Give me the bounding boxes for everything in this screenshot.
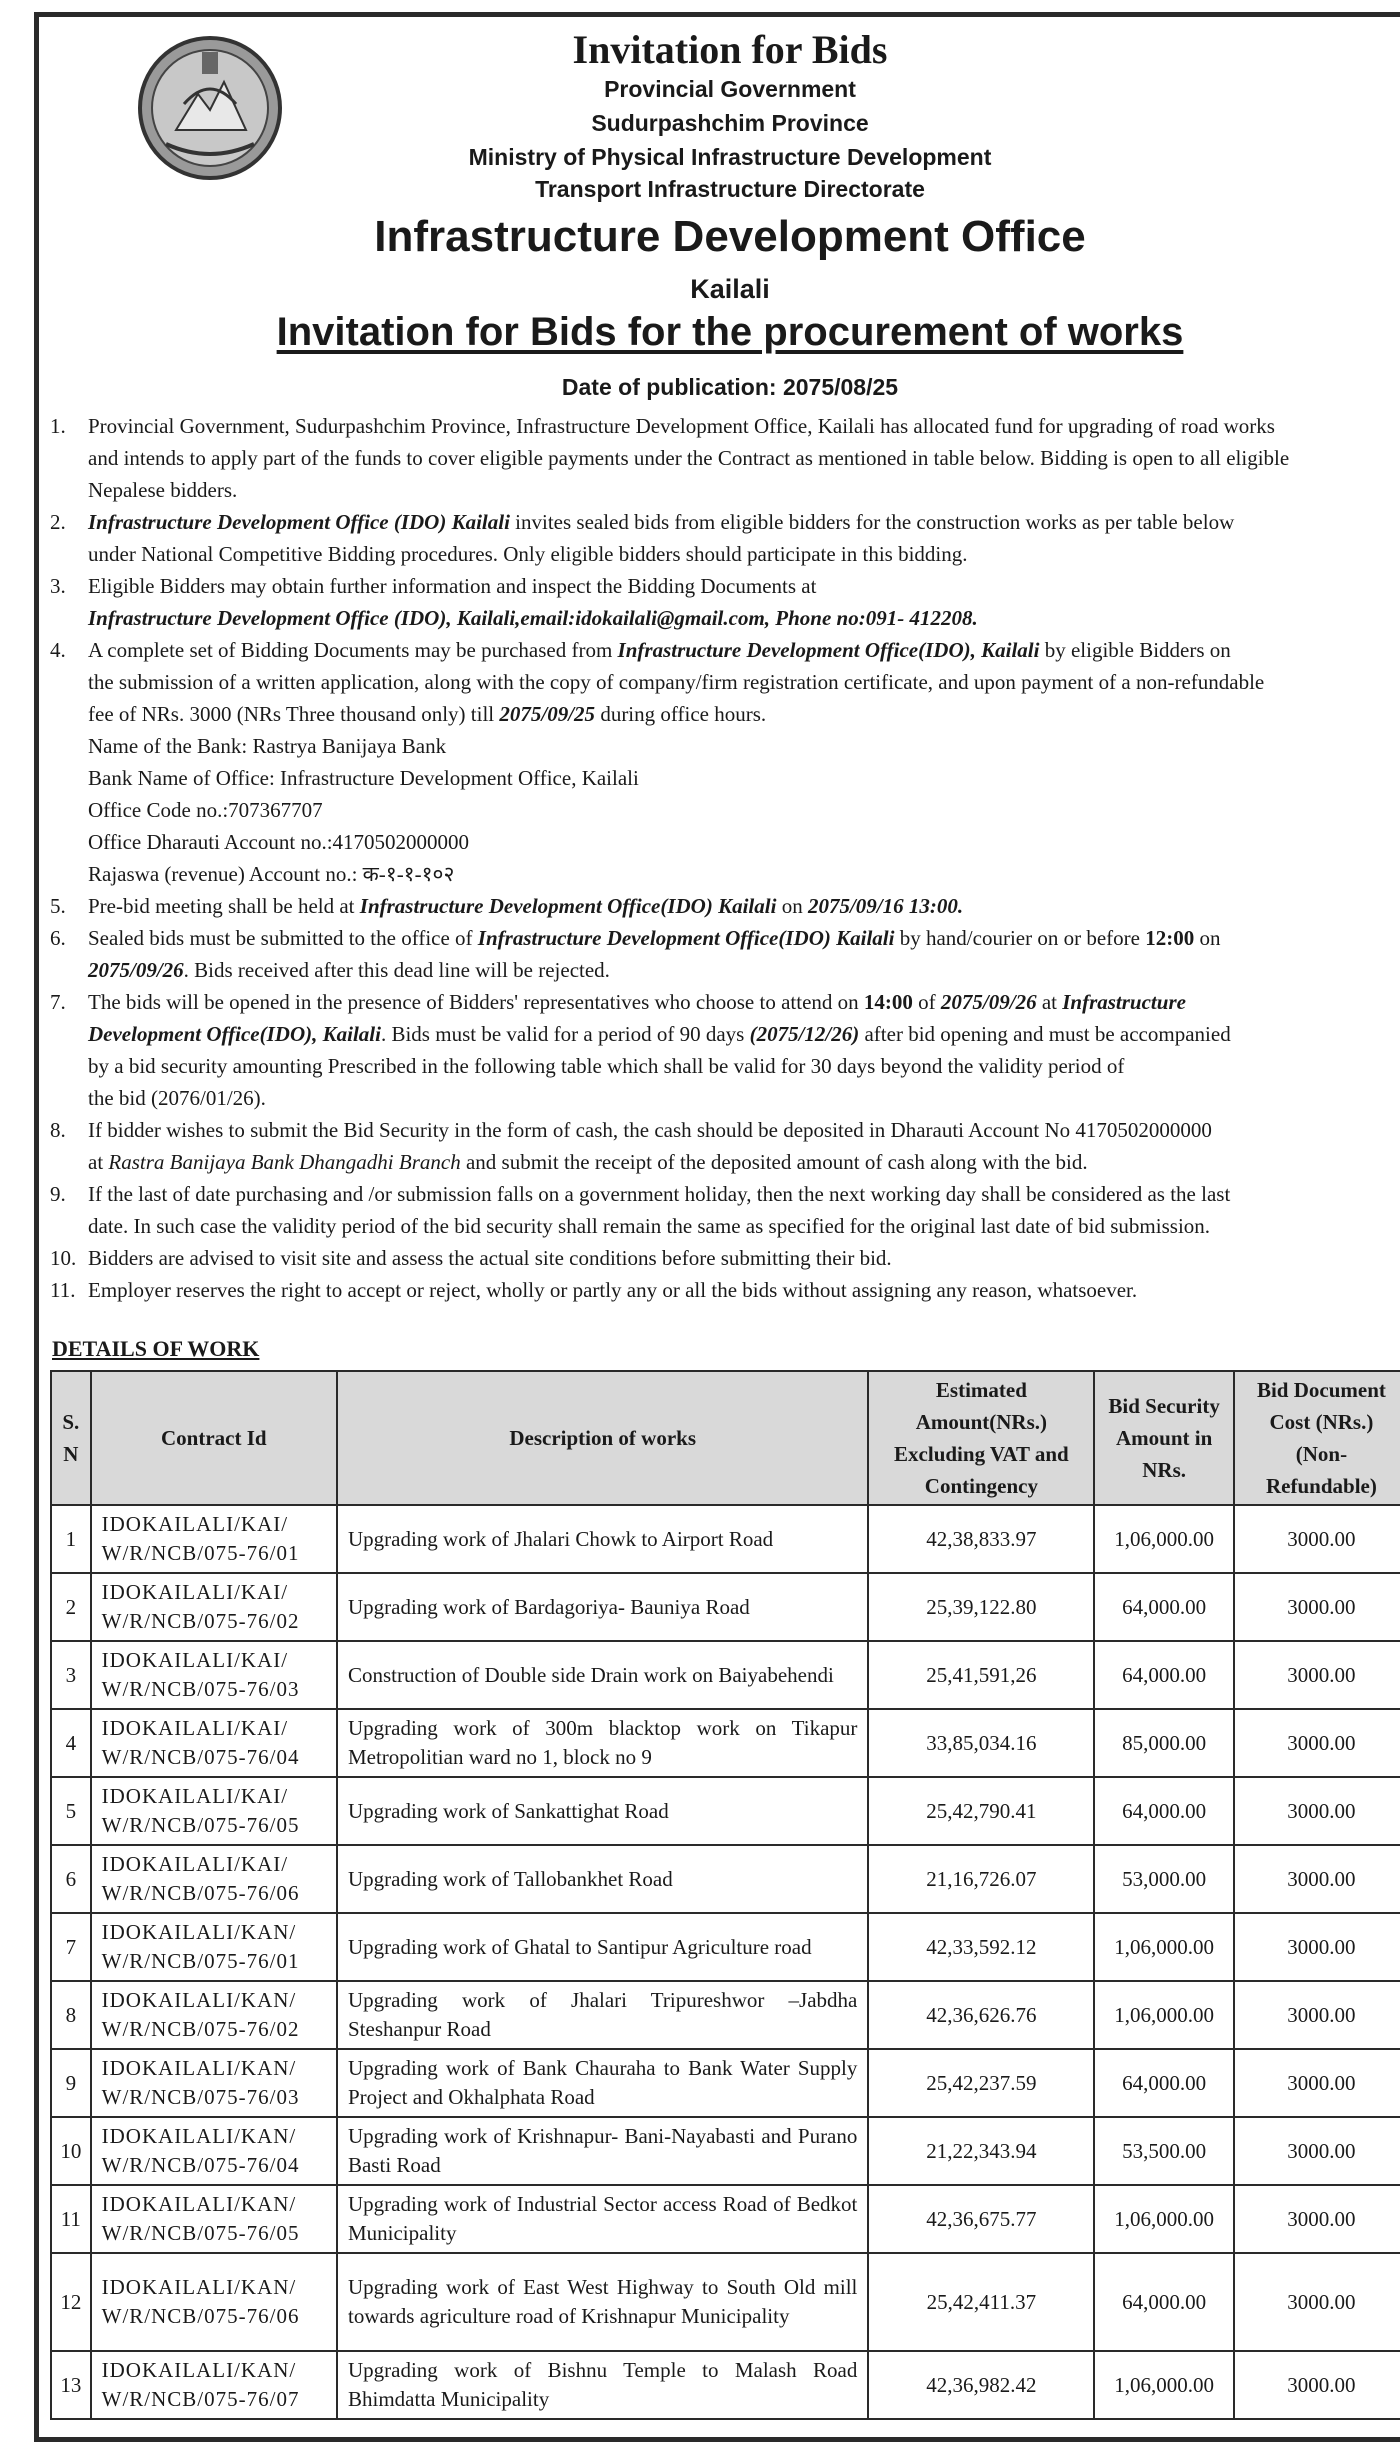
contract-id: IDOKAILALI/KAI/ W/R/NCB/075-76/02	[91, 1573, 337, 1641]
contract-id: IDOKAILALI/KAI/ W/R/NCB/075-76/04	[91, 1709, 337, 1777]
contract-id: IDOKAILALI/KAI/ W/R/NCB/075-76/01	[91, 1505, 337, 1573]
work-description: Upgrading work of Jhalari Chowk to Airport Road	[337, 1505, 868, 1573]
table-row	[51, 1913, 1400, 1981]
estimated-amount: 25,41,591,26	[868, 1641, 1094, 1709]
header-contract-id: Contract Id	[91, 1371, 337, 1505]
document-cost: 3000.00	[1234, 2049, 1400, 2117]
contract-id: IDOKAILALI/KAI/ W/R/NCB/075-76/06	[91, 1845, 337, 1913]
bid-security: 1,06,000.00	[1094, 1505, 1233, 1573]
bid-security: 1,06,000.00	[1094, 2185, 1233, 2253]
table-row	[51, 1845, 1400, 1913]
office-code: Office Code no.:707367707	[88, 798, 323, 822]
bid-security: 64,000.00	[1094, 2049, 1233, 2117]
document-cost: 3000.00	[1234, 1641, 1400, 1709]
document-cost: 3000.00	[1234, 1709, 1400, 1777]
estimated-amount: 25,39,122.80	[868, 1573, 1094, 1641]
clause-10: 10. Bidders are advised to visit site and assess the actual site conditions before submitting their bid.	[50, 1246, 892, 1270]
work-description: Upgrading work of Krishnapur- Bani-Nayabasti and Purano Basti Road	[337, 2117, 868, 2185]
document-cost: 3000.00	[1234, 1981, 1400, 2049]
clause-3: 3. Eligible Bidders may obtain further information and inspect the Bidding Documents at Infrastructure Development Office (IDO), Kailali,email:idokailali@gmail.com, Phone no:091- 412208.	[50, 574, 978, 630]
work-description: Upgrading work of Tallobankhet Road	[337, 1845, 868, 1913]
header-title: Invitation for Bids	[572, 27, 888, 72]
table-row	[51, 1573, 1400, 1641]
clause-7: 7. The bids will be opened in the presence of Bidders' representatives who choose to attend on 14:00 of 2075/09/26 at Infrastructure Development Office(IDO), Kailali. Bids must be valid for a period of 90 days (2075/12/26) after bid opening and must be accompanied by a bid security amounting Prescribed in the following table which shall be valid for 30 days beyond the validity period of the bid (2076/01/26).	[50, 990, 1231, 1110]
work-description: Upgrading work of Ghatal to Santipur Agriculture road	[337, 1913, 868, 1981]
serial-number: 3	[51, 1641, 91, 1709]
document-cost: 3000.00	[1234, 1573, 1400, 1641]
contract-id: IDOKAILALI/KAN/ W/R/NCB/075-76/07	[91, 2351, 337, 2419]
table-row	[51, 2253, 1400, 2351]
estimated-amount: 42,36,675.77	[868, 2185, 1094, 2253]
contract-id: IDOKAILALI/KAI/ W/R/NCB/075-76/05	[91, 1777, 337, 1845]
estimated-amount: 25,42,790.41	[868, 1777, 1094, 1845]
serial-number: 6	[51, 1845, 91, 1913]
dharauti-account: Office Dharauti Account no.:4170502000000	[88, 830, 470, 854]
document-cost: 3000.00	[1234, 2117, 1400, 2185]
clause-4: 4. A complete set of Bidding Documents may be purchased from Infrastructure Development Office(IDO), Kailali by eligible Bidders on the submission of a written application, along with the copy of company/firm registration certificate, and upon payment of a non-refundable fee of NRs. 3000 (NRs Three thousand only) till 2075/09/25 during office hours. Name of the Bank: Rastrya Banijaya Bank Bank Name of Office: Infrastructure Development Office, Kailali Office Code no.:707367707 Office Dharauti Account no.:4170502000000 Rajaswa (revenue) Account no.: क-१-१-१०२	[50, 634, 1400, 890]
clause-2: 2. Infrastructure Development Office (IDO) Kailali invites sealed bids from eligible bidders for the construction works as per table below under National Competitive Bidding procedures. Only eligible bidders should participate in this bidding.	[50, 510, 1235, 566]
header-description: Description of works	[337, 1371, 868, 1505]
estimated-amount: 42,33,592.12	[868, 1913, 1094, 1981]
bid-security: 1,06,000.00	[1094, 1913, 1233, 1981]
clause-6: 6. Sealed bids must be submitted to the office of Infrastructure Development Office(IDO) Kailali by hand/courier on or before 12:00 on 2075/09/26. Bids received after this dead line will be rejected.	[50, 926, 1221, 982]
contract-id: IDOKAILALI/KAI/ W/R/NCB/075-76/03	[91, 1641, 337, 1709]
document-cost: 3000.00	[1234, 1505, 1400, 1573]
bid-security: 53,500.00	[1094, 2117, 1233, 2185]
table-row	[51, 1641, 1400, 1709]
estimated-amount: 25,42,237.59	[868, 2049, 1094, 2117]
header-line-4: Transport Infrastructure Directorate	[535, 176, 925, 202]
ifb-title: Invitation for Bids for the procurement of works	[276, 310, 1184, 354]
clause-8: 8. If bidder wishes to submit the Bid Security in the form of cash, the cash should be deposited in Dharauti Account No 4170502000000 at Rastra Banijaya Bank Dhangadhi Branch and submit the receipt of the deposited amount of cash along with the bid.	[50, 1118, 1212, 1174]
estimated-amount: 21,22,343.94	[868, 2117, 1094, 2185]
contract-id: IDOKAILALI/KAN/ W/R/NCB/075-76/01	[91, 1913, 337, 1981]
bank-office: Bank Name of Office: Infrastructure Development Office, Kailali	[88, 766, 639, 790]
serial-number: 1	[51, 1505, 91, 1573]
serial-number: 8	[51, 1981, 91, 2049]
work-description: Upgrading work of Bishnu Temple to Malash Road Bhimdatta Municipality	[337, 2351, 868, 2419]
table-row	[51, 1505, 1400, 1573]
clause-11: 11. Employer reserves the right to accept or reject, wholly or partly any or all the bids without assigning any reason, whatsoever.	[50, 1278, 1138, 1302]
rajaswa-account: Rajaswa (revenue) Account no.: क-१-१-१०२	[88, 862, 455, 886]
document-cost: 3000.00	[1234, 2253, 1400, 2351]
document-cost: 3000.00	[1234, 1845, 1400, 1913]
bid-security: 64,000.00	[1094, 1777, 1233, 1845]
contract-id: IDOKAILALI/KAN/ W/R/NCB/075-76/06	[91, 2253, 337, 2351]
clause-1: 1. Provincial Government, Sudurpashchim Province, Infrastructure Development Office, Kailali has allocated fund for upgrading of road works and intends to apply part of the funds to cover eligible payments under the Contract as mentioned in table below. Bidding is open to all eligible Nepalese bidders.	[50, 414, 1290, 502]
header-line-1: Provincial Government	[604, 76, 856, 102]
estimated-amount: 21,16,726.07	[868, 1845, 1094, 1913]
details-of-work-heading: DETAILS OF WORK	[52, 1336, 260, 1361]
bid-security: 85,000.00	[1094, 1709, 1233, 1777]
document-cost: 3000.00	[1234, 2351, 1400, 2419]
estimated-amount: 42,36,626.76	[868, 1981, 1094, 2049]
table-row	[51, 2117, 1400, 2185]
publication-date: Date of publication: 2075/08/25	[561, 374, 899, 400]
serial-number: 9	[51, 2049, 91, 2117]
table-row	[51, 2185, 1400, 2253]
work-description: Construction of Double side Drain work on Baiyabehendi	[337, 1641, 868, 1709]
office-name: Infrastructure Development Office	[374, 212, 1086, 261]
header-document-cost: Bid Document Cost (NRs.) (Non-Refundable)	[1234, 1371, 1400, 1505]
district-name: Kailali	[690, 274, 770, 304]
contract-id: IDOKAILALI/KAN/ W/R/NCB/075-76/05	[91, 2185, 337, 2253]
serial-number: 11	[51, 2185, 91, 2253]
bid-security: 64,000.00	[1094, 2253, 1233, 2351]
bank-name: Name of the Bank: Rastrya Banijaya Bank	[88, 734, 447, 758]
clause-9: 9. If the last of date purchasing and /or submission falls on a government holiday, then the next working day shall be considered as the last date. In such case the validity period of the bid security shall remain the same as specified for the original last date of bid submission.	[50, 1182, 1231, 1238]
document-cost: 3000.00	[1234, 1913, 1400, 1981]
clause-5: 5. Pre-bid meeting shall be held at Infrastructure Development Office(IDO) Kailali on 2075/09/16 13:00.	[50, 894, 964, 918]
work-description: Upgrading work of Bank Chauraha to Bank Water Supply Project and Okhalphata Road	[337, 2049, 868, 2117]
table-row	[51, 2351, 1400, 2419]
document-cost: 3000.00	[1234, 2185, 1400, 2253]
work-description: Upgrading work of Jhalari Tripureshwor –Jabdha Steshanpur Road	[337, 1981, 868, 2049]
contract-id: IDOKAILALI/KAN/ W/R/NCB/075-76/03	[91, 2049, 337, 2117]
work-description: Upgrading work of Industrial Sector access Road of Bedkot Municipality	[337, 2185, 868, 2253]
work-description: Upgrading work of Bardagoriya- Bauniya Road	[337, 1573, 868, 1641]
work-description: Upgrading work of Sankattighat Road	[337, 1777, 868, 1845]
bid-security: 1,06,000.00	[1094, 2351, 1233, 2419]
bid-security: 64,000.00	[1094, 1573, 1233, 1641]
contract-id: IDOKAILALI/KAN/ W/R/NCB/075-76/02	[91, 1981, 337, 2049]
estimated-amount: 42,36,982.42	[868, 2351, 1094, 2419]
table-header-row	[51, 1371, 1400, 1505]
table-row	[51, 1777, 1400, 1845]
header-sn: S. N	[51, 1371, 91, 1505]
bid-security: 64,000.00	[1094, 1641, 1233, 1709]
work-description: Upgrading work of 300m blacktop work on Tikapur Metropolitian ward no 1, block no 9	[337, 1709, 868, 1777]
bid-security: 1,06,000.00	[1094, 1981, 1233, 2049]
estimated-amount: 42,38,833.97	[868, 1505, 1094, 1573]
work-description: Upgrading work of East West Highway to South Old mill towards agriculture road of Krishnapur Municipality	[337, 2253, 868, 2351]
table-row	[51, 1709, 1400, 1777]
header-bid-security: Bid Security Amount in NRs.	[1094, 1371, 1233, 1505]
table-row	[51, 2049, 1400, 2117]
works-table	[50, 1370, 1400, 2420]
header-line-3: Ministry of Physical Infrastructure Development	[468, 144, 992, 170]
header-line-2: Sudurpashchim Province	[591, 110, 869, 136]
serial-number: 2	[51, 1573, 91, 1641]
serial-number: 12	[51, 2253, 91, 2351]
table-row	[51, 1981, 1400, 2049]
clause-list	[50, 410, 1400, 1306]
header-estimated-amount: Estimated Amount(NRs.) Excluding VAT and Contingency	[868, 1371, 1094, 1505]
estimated-amount: 25,42,411.37	[868, 2253, 1094, 2351]
serial-number: 10	[51, 2117, 91, 2185]
bid-security: 53,000.00	[1094, 1845, 1233, 1913]
serial-number: 5	[51, 1777, 91, 1845]
serial-number: 7	[51, 1913, 91, 1981]
estimated-amount: 33,85,034.16	[868, 1709, 1094, 1777]
document-cost: 3000.00	[1234, 1777, 1400, 1845]
contract-id: IDOKAILALI/KAN/ W/R/NCB/075-76/04	[91, 2117, 337, 2185]
serial-number: 13	[51, 2351, 91, 2419]
serial-number: 4	[51, 1709, 91, 1777]
